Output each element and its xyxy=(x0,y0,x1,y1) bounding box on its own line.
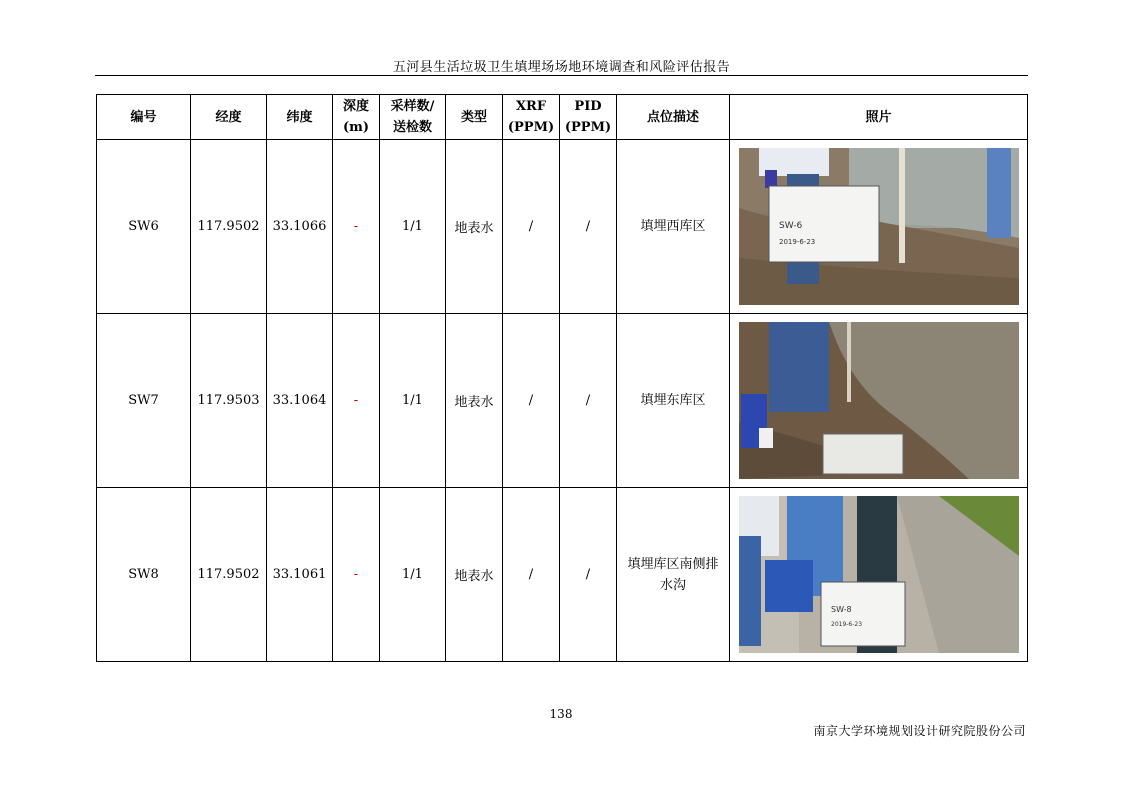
cell-latitude: 33.1061 xyxy=(267,488,333,662)
sampling-table xyxy=(96,94,1028,662)
col-header-xrf: XRF (PPM) xyxy=(503,95,560,140)
sample-label-board xyxy=(821,582,905,646)
cell-id: SW7 xyxy=(97,314,191,488)
svg-text:SW-8: SW-8 xyxy=(830,605,852,614)
site-photo-sw8 xyxy=(739,496,1019,653)
table-row xyxy=(97,140,1028,314)
cell-location: 填埋西库区 xyxy=(617,140,730,314)
cell-samples: 1/1 xyxy=(380,314,446,488)
col-header-photo: 照片 xyxy=(730,95,1028,140)
cell-pid: / xyxy=(560,488,617,662)
cell-longitude: 117.9502 xyxy=(191,140,267,314)
cell-type: 地表水 xyxy=(446,488,503,662)
cell-longitude: 117.9502 xyxy=(191,488,267,662)
cell-pid: / xyxy=(560,314,617,488)
cell-samples: 1/1 xyxy=(380,140,446,314)
col-header-type: 类型 xyxy=(446,95,503,140)
cell-xrf: / xyxy=(503,314,560,488)
cell-depth: - xyxy=(333,488,380,662)
svg-text:SW-6: SW-6 xyxy=(778,221,802,231)
cell-depth: - xyxy=(333,140,380,314)
cell-location: 填埋东库区 xyxy=(617,314,730,488)
col-header-depth: 深度 (m) xyxy=(333,95,380,140)
cell-longitude: 117.9503 xyxy=(191,314,267,488)
cell-id: SW8 xyxy=(97,488,191,662)
col-header-latitude: 纬度 xyxy=(267,95,333,140)
table-row xyxy=(97,314,1028,488)
cell-latitude: 33.1064 xyxy=(267,314,333,488)
svg-text:2019-6-23: 2019-6-23 xyxy=(830,621,862,628)
cell-latitude: 33.1066 xyxy=(267,140,333,314)
cell-pid: / xyxy=(560,140,617,314)
col-header-location: 点位描述 xyxy=(617,95,730,140)
cell-photo xyxy=(730,488,1028,662)
col-header-pid: PID (PPM) xyxy=(560,95,617,140)
footer-organization: 南京大学环境规划设计研究院股份公司 xyxy=(813,724,1026,738)
report-title: 五河县生活垃圾卫生填埋场场地环境调查和风险评估报告 xyxy=(392,60,731,75)
cell-samples: 1/1 xyxy=(380,488,446,662)
sample-label-board xyxy=(769,186,879,262)
svg-text:2019-6-23: 2019-6-23 xyxy=(778,238,815,246)
cell-id: SW6 xyxy=(97,140,191,314)
cell-type: 地表水 xyxy=(446,314,503,488)
col-header-id: 编号 xyxy=(97,95,191,140)
col-header-samples: 采样数/ 送检数 xyxy=(380,95,446,140)
cell-xrf: / xyxy=(503,488,560,662)
table-header-row xyxy=(97,95,1028,140)
col-header-longitude: 经度 xyxy=(191,95,267,140)
cell-depth: - xyxy=(333,314,380,488)
cell-type: 地表水 xyxy=(446,140,503,314)
cell-photo xyxy=(730,314,1028,488)
site-photo-sw6 xyxy=(739,148,1019,305)
table-row xyxy=(97,488,1028,662)
cell-photo xyxy=(730,140,1028,314)
site-photo-sw7 xyxy=(739,322,1019,479)
page-number: 138 xyxy=(549,707,573,721)
cell-location: 填埋库区南侧排 水沟 xyxy=(617,488,730,662)
header-rule xyxy=(95,75,1028,76)
cell-xrf: / xyxy=(503,140,560,314)
